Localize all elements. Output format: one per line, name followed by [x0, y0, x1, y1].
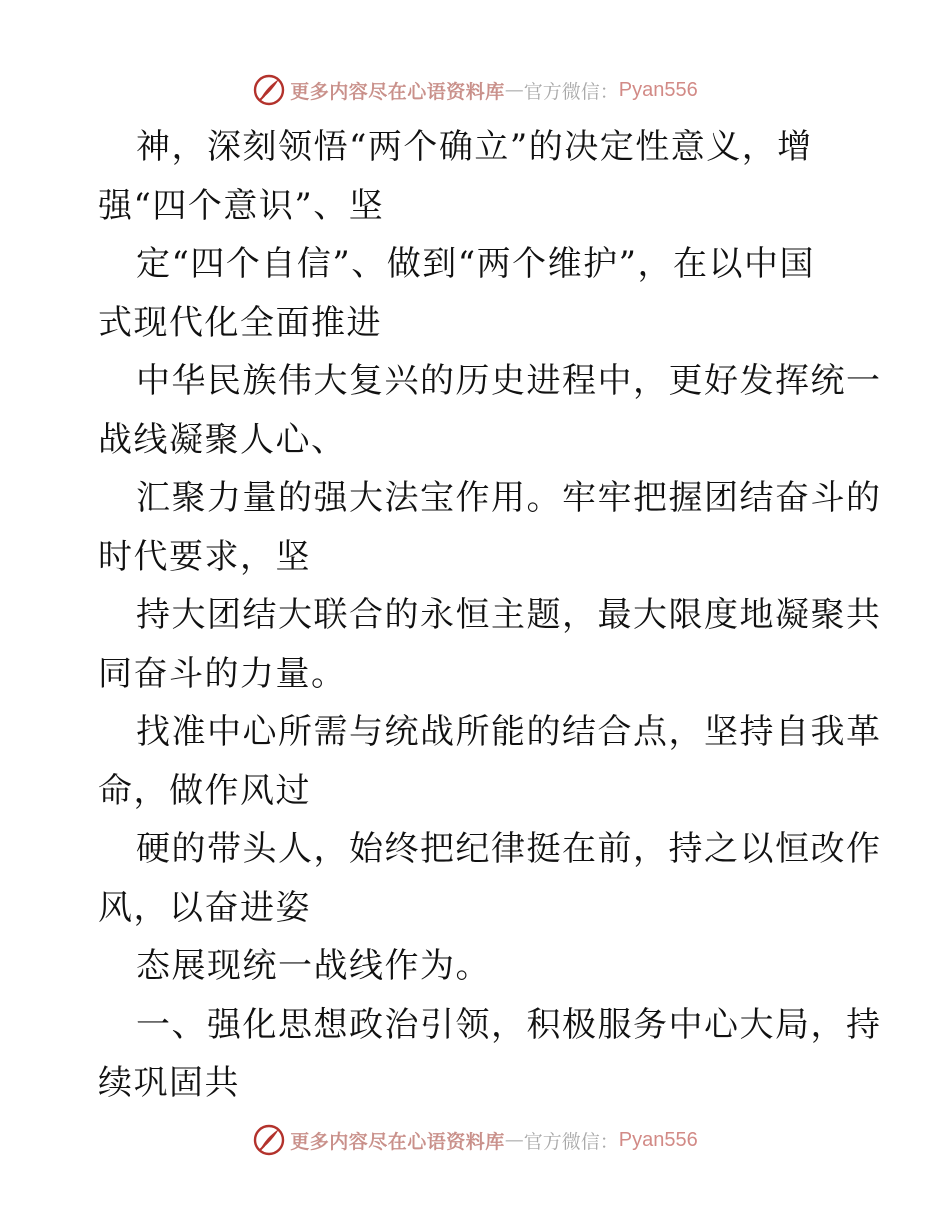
text-line: 风，以奋进姿	[98, 887, 311, 928]
text-line: 时代要求，坚	[98, 536, 311, 577]
watermark-wechat-label: 官方微信：	[523, 80, 619, 103]
text-line: 一、强化思想政治引领，积极服务中心大局，持	[136, 1004, 882, 1045]
text-line: 中华民族伟大复兴的历史进程中，更好发挥统一	[136, 361, 882, 401]
watermark-wechat-label: 官方微信：	[523, 1130, 619, 1153]
text-line: 命，做作风过	[98, 770, 311, 811]
text-line: 神，深刻领悟“两个确立”的决定性意义，增	[136, 127, 813, 167]
watermark-separator: —	[504, 1129, 524, 1151]
document-body	[98, 118, 882, 1113]
watermark-wechat-id: Pyan556	[618, 78, 698, 101]
quill-pen-circle-icon	[252, 1123, 286, 1157]
text-line: 态展现统一战线作为。	[136, 946, 491, 986]
text-line: 同奋斗的力量。	[98, 653, 347, 694]
watermark-text: 更多内容尽在心语资料库	[290, 80, 505, 103]
footer-watermark	[0, 1120, 950, 1160]
text-line: 定“四个自信”、做到“两个维护”，在以中国	[136, 244, 816, 284]
watermark-separator: —	[504, 79, 524, 101]
quill-pen-circle-icon	[252, 73, 286, 107]
watermark-text: 更多内容尽在心语资料库	[290, 1130, 505, 1153]
text-line: 汇聚力量的强大法宝作用。牢牢把握团结奋斗的	[136, 478, 882, 518]
text-line: 续巩固共	[98, 1063, 240, 1103]
text-line: 持大团结大联合的永恒主题，最大限度地凝聚共	[136, 595, 882, 635]
text-line: 找准中心所需与统战所能的结合点，坚持自我革	[136, 712, 882, 752]
header-watermark	[0, 70, 950, 110]
text-line: 战线凝聚人心、	[98, 419, 347, 460]
watermark-wechat-id: Pyan556	[618, 1128, 698, 1151]
text-line: 式现代化全面推进	[98, 302, 382, 343]
text-line: 强“四个意识”、坚	[98, 185, 385, 226]
text-line: 硬的带头人，始终把纪律挺在前，持之以恒改作	[136, 829, 882, 869]
